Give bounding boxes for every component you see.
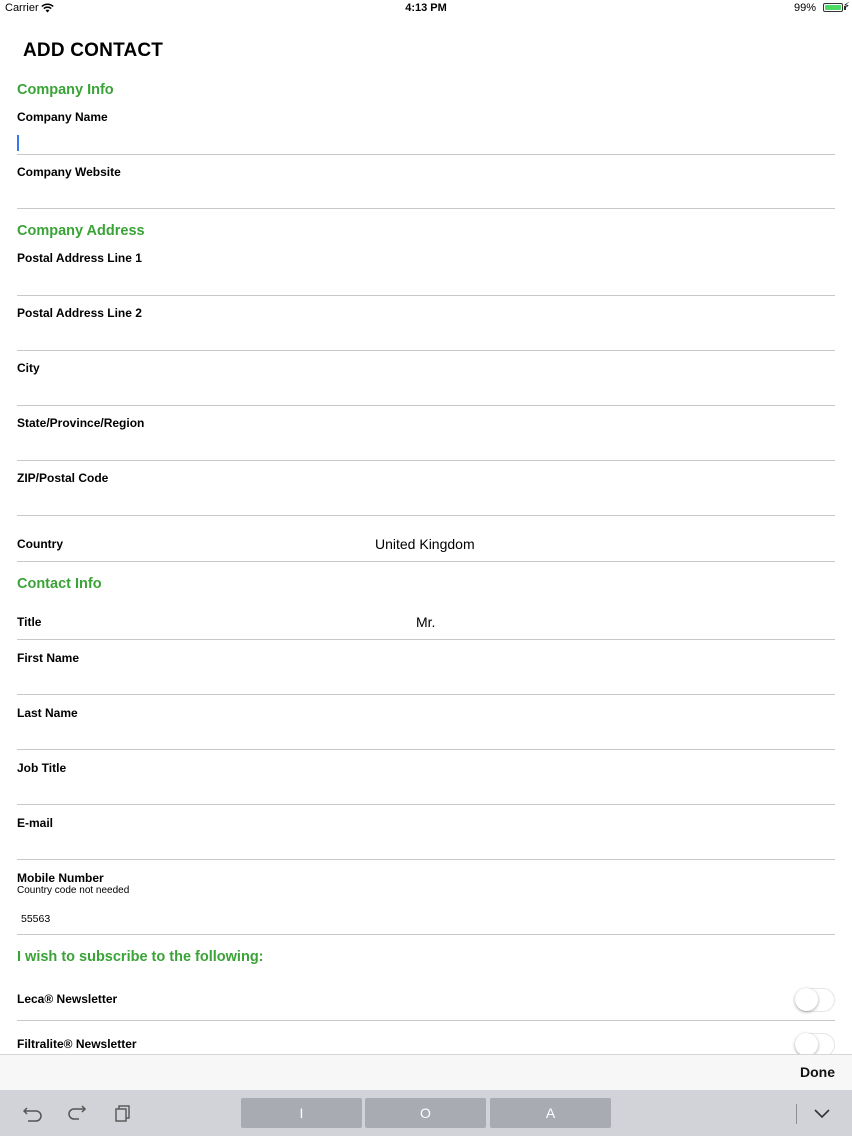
first-name-input[interactable] (17, 670, 835, 694)
suggestion-key[interactable]: A (490, 1098, 611, 1128)
charging-bolt-icon: ⚡ (842, 1, 850, 12)
separator (17, 804, 835, 805)
separator (17, 694, 835, 695)
undo-icon[interactable] (23, 1104, 43, 1122)
job-title-label: Job Title (17, 761, 67, 775)
battery-icon (823, 3, 843, 12)
carrier-label: Carrier (5, 2, 39, 14)
leca-newsletter-label: Leca® Newsletter (17, 992, 118, 1006)
email-label: E-mail (17, 816, 54, 830)
filtralite-newsletter-label: Filtralite® Newsletter (17, 1037, 137, 1051)
separator (17, 295, 835, 296)
country-label: Country (17, 537, 63, 551)
title-picker[interactable]: Mr. (416, 614, 436, 630)
company-website-input[interactable] (17, 184, 835, 208)
redo-icon[interactable] (67, 1104, 87, 1122)
job-title-input[interactable] (17, 780, 835, 804)
keyboard-accessory-bar (0, 1054, 852, 1091)
toggle-knob (795, 1033, 818, 1056)
email-input[interactable] (17, 835, 835, 859)
paste-icon[interactable] (113, 1104, 133, 1122)
city-label: City (17, 361, 40, 375)
section-company-info: Company Info (17, 82, 114, 98)
clock: 4:13 PM (405, 2, 447, 14)
mobile-hint: Country code not needed (17, 885, 130, 896)
state-label: State/Province/Region (17, 416, 145, 430)
leca-newsletter-toggle[interactable] (795, 988, 835, 1012)
section-contact-info: Contact Info (17, 576, 102, 592)
divider (796, 1104, 797, 1124)
status-bar (0, 0, 852, 18)
separator (17, 515, 835, 516)
address-line-1-label: Postal Address Line 1 (17, 251, 142, 265)
battery-percent: 99% (793, 2, 816, 14)
country-picker[interactable]: United Kingdom (375, 536, 475, 552)
done-button[interactable]: Done (800, 1064, 835, 1080)
company-name-input[interactable] (17, 130, 835, 154)
last-name-label: Last Name (17, 706, 78, 720)
separator (17, 154, 835, 155)
address-line-2-label: Postal Address Line 2 (17, 306, 142, 320)
mobile-label: Mobile Number (17, 871, 104, 885)
address-line-2-input[interactable] (17, 325, 835, 349)
address-line-1-input[interactable] (17, 270, 835, 294)
first-name-label: First Name (17, 651, 80, 665)
zip-label: ZIP/Postal Code (17, 471, 109, 485)
company-website-label: Company Website (17, 165, 121, 179)
page-title: ADD CONTACT (23, 40, 164, 61)
separator (17, 749, 835, 750)
last-name-input[interactable] (17, 725, 835, 749)
separator (17, 639, 835, 640)
separator (17, 405, 835, 406)
separator (17, 350, 835, 351)
suggestion-key[interactable]: I (241, 1098, 362, 1128)
zip-input[interactable] (17, 490, 835, 514)
dismiss-keyboard-icon[interactable] (812, 1104, 832, 1122)
section-company-address: Company Address (17, 223, 145, 239)
separator (17, 561, 835, 562)
section-subscribe: I wish to subscribe to the following: (17, 949, 264, 965)
separator (17, 460, 835, 461)
title-label: Title (17, 615, 42, 629)
toggle-knob (795, 988, 818, 1011)
keyboard-shortcut-bar (0, 1090, 852, 1136)
text-cursor (17, 135, 19, 151)
company-name-label: Company Name (17, 110, 108, 124)
separator (17, 208, 835, 209)
mobile-input[interactable]: 55563 (21, 913, 51, 925)
city-input[interactable] (17, 380, 835, 404)
separator (17, 934, 835, 935)
state-input[interactable] (17, 435, 835, 459)
suggestion-key[interactable]: O (365, 1098, 486, 1128)
separator (17, 1020, 835, 1021)
separator (17, 859, 835, 860)
